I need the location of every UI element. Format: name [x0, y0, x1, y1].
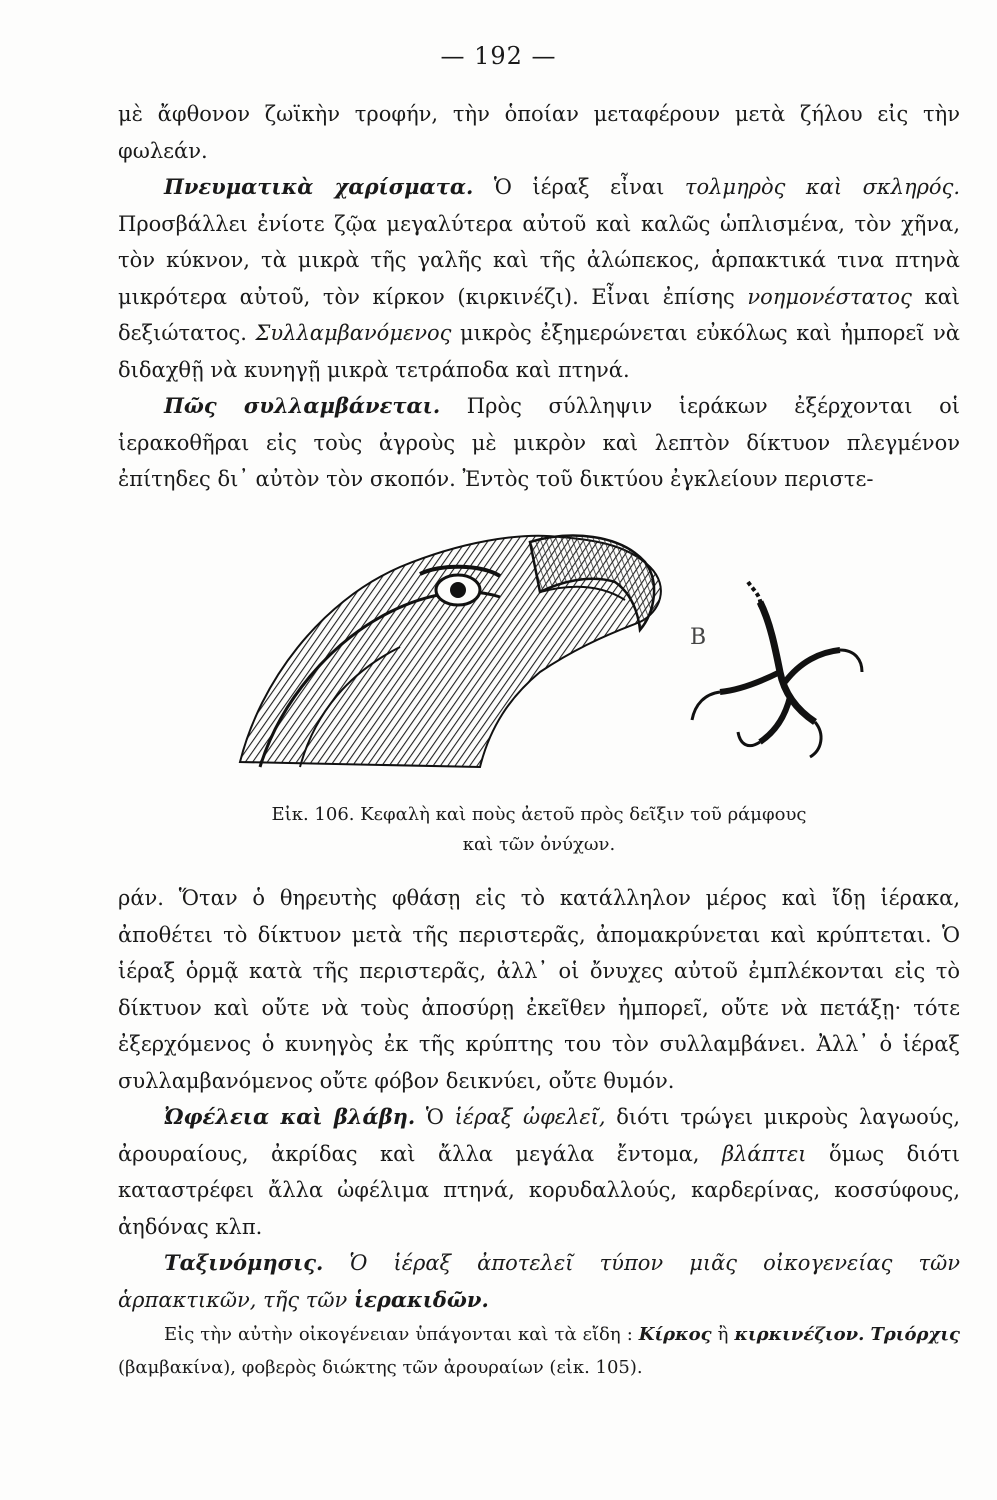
eagle-illustration [200, 512, 880, 782]
text-span: Πρὸς σύλληψιν ἱεράκων ἐξέρχονται οἱ ἱερακοθῆραι εἰς τοὺς ἀγροὺς μὲ μικρὸν καὶ λεπτὸν δίκτυον πλεγμένον ἐπίτηδες δι᾽ αὐτὸν τὸν σκοπόν. Ἐντὸς τοῦ δικτύου ἐγκλείουν περιστε- [118, 394, 960, 491]
paragraph-mental-gifts [118, 169, 960, 388]
text-span: Προσβάλλει ἐνίοτε ζῷα μεγαλύτερα αὐτοῦ καὶ καλῶς ὡπλισμένα, τὸν χῆνα, τὸν κύκνον, τὰ μικρὰ τῆς γαλῆς καὶ τῆς ἀλώπεκος, ἁρπακτικά τινα πτηνὰ μικρότερα αὐτοῦ, τὸν κίρκον (κιρκινέζι). Εἶναι ἐπίσης [118, 211, 960, 309]
italic-span: βλάπτει [721, 1141, 807, 1166]
species-kirkinezion: κιρκινέζιον. [734, 1324, 865, 1345]
species-kirkos: Κίρκος [638, 1324, 712, 1345]
figure-caption [118, 800, 960, 860]
heading-classification: Ταξινόμησις. [164, 1250, 324, 1275]
paragraph-species [118, 1318, 960, 1384]
text-span: ἢ [711, 1324, 735, 1345]
paragraph-food: μὲ ἄφθονον ζωϊκὴν τροφήν, τὴν ὁποίαν μεταφέρουν μετὰ ζήλου εἰς τὴν φωλεάν. [118, 102, 960, 163]
text-span: ὅμως διότι καταστρέφει ἄλλα ὠφέλιμα πτηνά, κορυδαλλούς, καρδερίνας, κοσσύφους, ἀηδόνας κλπ. [118, 1141, 960, 1239]
italic-span: τολμηρὸς καὶ σκληρός. [684, 175, 961, 199]
paragraph-capture [118, 388, 960, 498]
caption-line-2: καὶ τῶν ὀνύχων. [462, 834, 616, 855]
text-span: Ὁ ἱέραξ εἶναι [473, 175, 685, 199]
italic-span: Ὁ ἱέραξ ἀποτελεῖ τύπον μιᾶς οἰκογενείας τῶν ἁρπακτικῶν, τῆς τῶν [118, 1251, 960, 1312]
text-span: διότι τρώγει μικροὺς λαγωούς, ἀρουραίους, ἀκρίδας καὶ ἄλλα μεγάλα ἔντομα, [118, 1105, 961, 1166]
paragraph-classification [118, 1245, 960, 1318]
caption-line-1: Εἰκ. 106. Κεφαλὴ καὶ ποὺς ἀετοῦ πρὸς δεῖξιν τοῦ ράμφους [271, 804, 807, 825]
italic-span: νοημονέστατος [747, 284, 912, 309]
text-span: μικρὸς ἐξημερώνεται εὐκόλως καὶ ἠμπορεῖ νὰ διδαχθῇ νὰ κυνηγῇ μικρὰ τετράποδα καὶ πτηνά. [118, 321, 960, 382]
page-number: — 192 — [440, 42, 557, 70]
bottom-text-block [118, 880, 960, 1384]
text-span: (βαμβακίνα), φοβερὸς διώκτης τῶν ἀρουραίων (εἰκ. 105). [118, 1357, 643, 1378]
text-span: καὶ δεξιώτατος. [118, 284, 960, 345]
figure-label-b: B [690, 625, 707, 650]
species-triorchis: Τριόρχις [870, 1324, 960, 1345]
italic-span: ἱέραξ ὠφελεῖ, [454, 1105, 606, 1129]
text-span: Εἰς τὴν αὐτὴν οἰκογένειαν ὑπάγονται καὶ τὰ εἴδη : [164, 1324, 639, 1345]
paragraph-net-capture: ράν. Ὅταν ὁ θηρευτὴς φθάσῃ εἰς τὸ κατάλληλον μέρος καὶ ἴδῃ ἱέρακα, ἀποθέτει τὸ δίκτυον μετὰ τῆς περιστερᾶς, ἀπομακρύνεται καὶ κρύπτεται. Ὁ ἱέραξ ὁρμᾷ κατὰ τῆς περιστερᾶς, ἀλλ᾽ οἱ ὄνυχες αὐτοῦ ἐμπλέκονται εἰς τὸ δίκτυον καὶ οὔτε νὰ τοὺς ἀποσύρῃ ἐκεῖθεν ἠμπορεῖ, οὔτε νὰ πετάξῃ· τότε ἐξερχόμενος ὁ κυνηγὸς ἐκ τῆς κρύπτης του τὸν συλλαμβάνει. Ἀλλ᾽ ὁ ἱέραξ συλλαμβανόμενος οὔτε φόβον δεικνύει, οὔτε θυμόν. [118, 886, 960, 1093]
heading-benefit-harm: Ὠφέλεια καὶ βλάβη. [164, 1104, 416, 1129]
eagle-foot-drawing [692, 582, 862, 757]
eagle-head-drawing [240, 536, 661, 767]
figure-eagle-head-and-foot [200, 512, 880, 782]
family-name: ἱερακιδῶν. [353, 1286, 489, 1312]
heading-capture: Πῶς συλλαμβάνεται. [164, 393, 441, 418]
paragraph-benefit-harm [118, 1099, 960, 1245]
italic-span: Συλλαμβανόμενος [255, 321, 452, 345]
text-span: Ὁ [415, 1105, 455, 1129]
top-text-block [118, 96, 960, 498]
heading-mental-gifts: Πνευματικὰ χαρίσματα. [164, 174, 474, 199]
